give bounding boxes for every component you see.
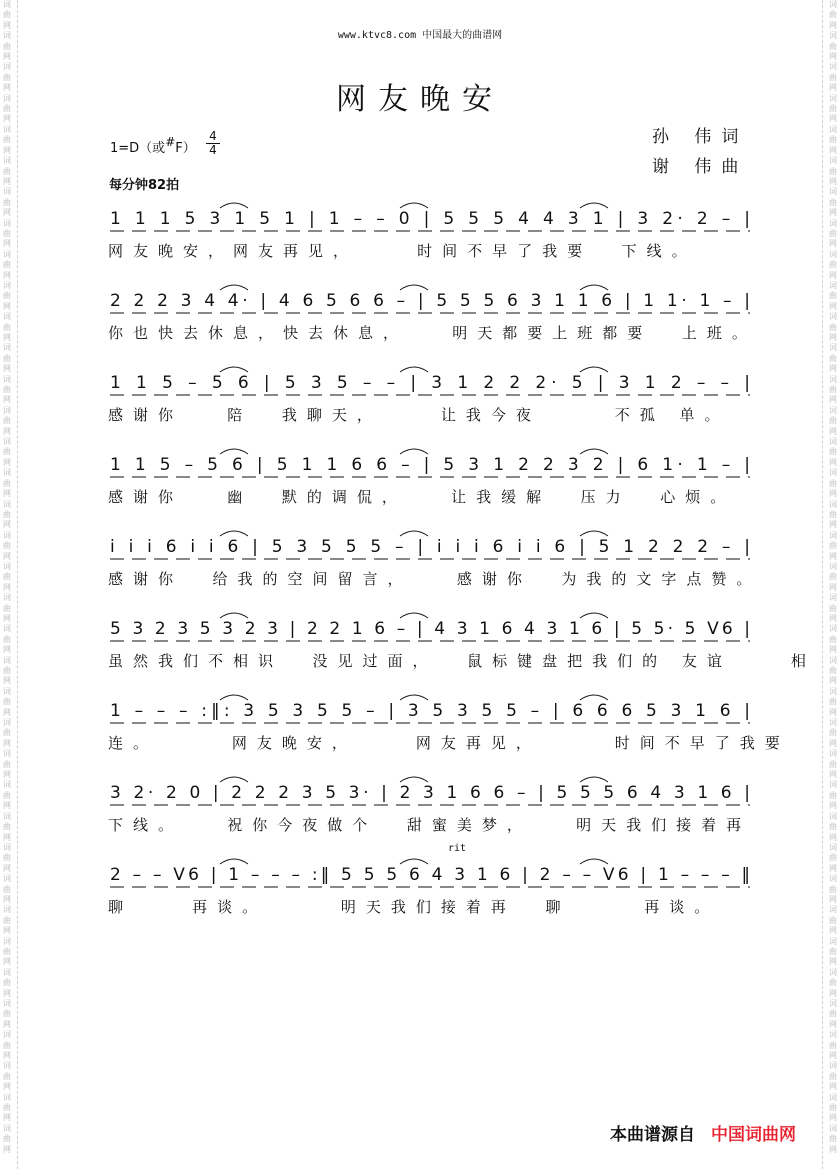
tie-arc xyxy=(220,531,248,536)
tie-arc xyxy=(400,449,428,454)
tie-arc xyxy=(220,859,248,864)
time-signature xyxy=(206,130,220,157)
lyric-line-1: 网友晚安，网友再见， 时间不早了我要 下线。 xyxy=(108,242,697,260)
right-margin-line xyxy=(822,0,824,1169)
footer-source: 本曲谱源自 xyxy=(610,1125,695,1145)
tie-arc xyxy=(580,613,608,618)
tie-arc xyxy=(580,531,608,536)
tie-arc xyxy=(580,777,608,782)
left-watermark: 词曲网词曲网词曲网词曲网词曲网词曲网词曲网词曲网词曲网词曲网词曲网词曲网词曲网词曲网词曲网词曲网词曲网词曲网词曲网词曲网词曲网词曲网词曲网词曲网词曲网词曲网词曲网词曲网词曲网词曲网词曲网词曲网词曲网词曲网词曲网词曲网词曲网 xyxy=(3,0,11,1154)
lyric-line-7: 连。 网友晚安， 网友再见， 时间不早了我要 xyxy=(108,734,790,752)
notation-text: 2 2 2 3 4 4· | 4 6 5 6 6 – | 5 5 5 6 3 1 1 6 | 1 1· 1 – | xyxy=(110,291,751,311)
tie-arc xyxy=(580,367,608,372)
tie-arc xyxy=(220,777,248,782)
lyric-line-2: 你也快去休息，快去休息， 明天都要上班都要 上班。 xyxy=(108,324,757,342)
footer-brand: 中国词曲网 xyxy=(711,1125,796,1145)
tie-arc xyxy=(580,203,608,208)
tie-arc xyxy=(580,859,608,864)
tie-arc xyxy=(220,613,248,618)
tie-arc xyxy=(580,285,608,290)
notation-text: 1 1 5 – 5 6 | 5 3 5 – – | 3 1 2 2 2· 5 | 3 1 2 – – | xyxy=(110,373,750,393)
time-denominator: 4 xyxy=(209,143,217,157)
key-prefix: 1=D（或 xyxy=(110,141,166,156)
tie-arc xyxy=(220,285,248,290)
site-header: www.ktvc8.com 中国最大的曲谱网 xyxy=(337,30,503,41)
lyric-line-8: 下线。 祝你今夜做个 甜蜜美梦， 明天我们接着再 xyxy=(108,816,752,834)
notation-text: 1 1 5 – 5 6 | 5 1 1 6 6 – | 5 3 1 2 2 3 2 | 6 1· 1 – | xyxy=(110,455,751,475)
ritardando-marking: rit xyxy=(448,843,467,854)
tie-arc xyxy=(400,695,428,700)
tie-arc xyxy=(400,613,428,618)
lyric-line-4: 感谢你 幽 默的调侃， 让我缓解 压力 心烦。 xyxy=(108,488,736,506)
left-margin-line xyxy=(17,0,19,1169)
footer-credit xyxy=(610,1120,796,1145)
sharp-sign: # xyxy=(165,135,176,149)
lyric-line-9: 聊 再谈。 明天我们接着再 聊 再谈。 xyxy=(108,898,720,916)
notation-text: 5 3 2 3 5 3 2 3 | 2 2 1 6 – | 4 3 1 6 4 3 1 6 | 5 5· 5 V6 | xyxy=(110,619,750,639)
time-numerator: 4 xyxy=(206,130,220,144)
notation-text: 2 – – V6 | 1 – – – :‖ 5 5 5 6 4 3 1 6 | 2 – – V6 | 1 – – – ‖ xyxy=(110,865,750,885)
tie-arc xyxy=(220,367,248,372)
tie-arc xyxy=(220,449,248,454)
tie-arc xyxy=(400,367,428,372)
tie-arc xyxy=(400,859,428,864)
right-watermark: 词曲网词曲网词曲网词曲网词曲网词曲网词曲网词曲网词曲网词曲网词曲网词曲网词曲网词曲网词曲网词曲网词曲网词曲网词曲网词曲网词曲网词曲网词曲网词曲网词曲网词曲网词曲网词曲网词曲网词曲网词曲网词曲网词曲网词曲网词曲网词曲网词曲网 xyxy=(829,0,837,1154)
notation-text: 3 2· 2 0 | 2 2 2 3 5 3· | 2 3 1 6 6 – | 5 5 5 6 4 3 1 6 | xyxy=(110,783,750,803)
key-signature xyxy=(110,135,196,156)
tempo-marking: 每分钟82拍 xyxy=(109,178,180,193)
notation-text: 1 – – – :‖: 3 5 3 5 5 – | 3 5 3 5 5 – | 6 6 6 5 3 1 6 | xyxy=(110,701,750,721)
tie-arc xyxy=(220,203,248,208)
tie-arc xyxy=(400,285,428,290)
tie-arc xyxy=(400,203,428,208)
tie-arc xyxy=(400,531,428,536)
lyricist-credit: 孙 伟词 xyxy=(652,127,749,147)
song-title: 网友晚安 xyxy=(336,82,504,117)
composer-credit: 谢 伟曲 xyxy=(652,157,749,177)
lyric-line-3: 感谢你 陪 我聊天， 让我今夜 不孤 单。 xyxy=(108,406,730,424)
key-suffix: F） xyxy=(175,141,196,156)
tie-arc xyxy=(580,695,608,700)
tie-arc xyxy=(400,777,428,782)
notation-text: i i i 6 i i 6 | 5 3 5 5 5 – | i i i 6 i i 6 | 5 1 2 2 2 – | xyxy=(110,537,751,557)
lyric-line-6: 虽然我们不相识 没见过面， 鼠标键盘把我们的 友谊 相 xyxy=(108,652,816,670)
notation-text: 1 1 1 5 3 1 5 1 | 1 – – 0 | 5 5 5 4 4 3 1 | 3 2· 2 – | xyxy=(110,209,751,229)
tie-arc xyxy=(220,695,248,700)
lyric-line-5: 感谢你 给我的空间留言， 感谢你 为我的文字点赞。 xyxy=(108,570,762,588)
tie-arc xyxy=(580,449,608,454)
